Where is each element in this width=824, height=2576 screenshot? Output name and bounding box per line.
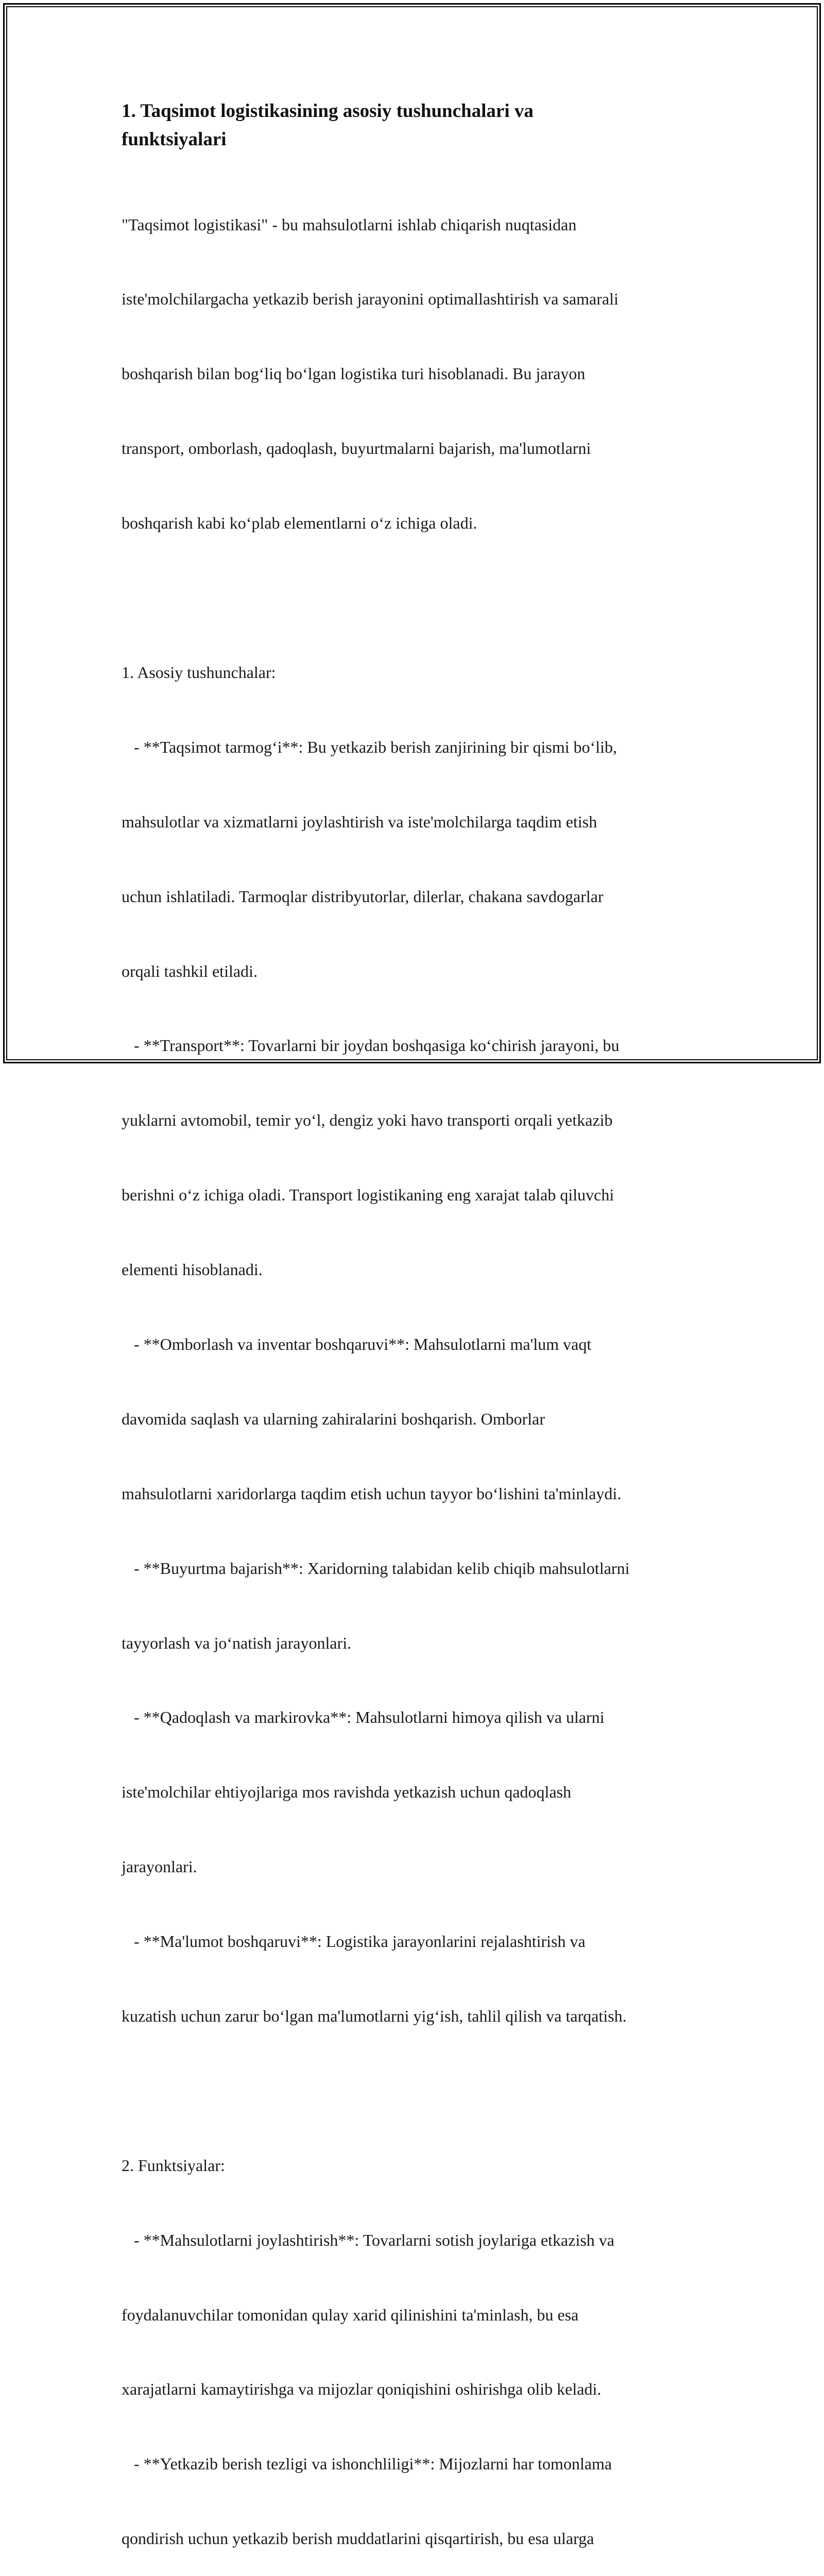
concepts-section [122,610,709,2078]
text-line: xarajatlarni kamaytirishga va mijozlar qoniqishini oshirishga olib keladi. [122,2380,602,2399]
text-line: - **Taqsimot tarmog‘i**: Bu yetkazib berish zanjirining bir qismi bo‘lib, [122,737,617,756]
text-line: mahsulotlarni xaridorlarga taqdim etish uchun tayyor bo‘lishini ta'minlaydi. [122,1484,622,1503]
text-line: yuklarni avtomobil, temir yo‘l, dengiz yoki havo transporti orqali yetkazib [122,1111,613,1130]
text-line: - **Mahsulotlarni joylashtirish**: Tovarlarni sotish joylariga etkazish va [122,2230,614,2249]
text-line: - **Buyurtma bajarish**: Xaridorning talabidan kelib chiqib mahsulotlarni [122,1558,630,1578]
text-line: - **Transport**: Tovarlarni bir joydan boshqasiga ko‘chirish jarayoni, bu [122,1036,620,1055]
text-line: - **Omborlash va inventar boshqaruvi**: Mahsulotlarni ma'lum vaqt [122,1334,592,1353]
text-line: - **Ma'lumot boshqaruvi**: Logistika jarayonlarini rejalashtirish va [122,1932,586,1951]
text-line: mahsulotlar va xizmatlarni joylashtirish va iste'molchilarga taqdim etish [122,812,597,831]
text-line: iste'molchilargacha yetkazib berish jarayonini optimallashtirish va samarali [122,290,619,309]
text-line: transport, omborlash, qadoqlash, buyurtmalarni bajarish, ma'lumotlarni [122,439,591,458]
text-line: uchun ishlatiladi. Tarmoqlar distribyutorlar, dilerlar, chakana savdogarlar [122,887,604,906]
paragraph-gap [122,585,709,610]
text-line: - **Qadoqlash va markirovka**: Mahsulotlarni himoya qilish va ularni [122,1708,605,1727]
functions-section [122,2103,709,2576]
text-line: 1. Asosiy tushunchalar: [122,663,276,682]
text-line: iste'molchilar ehtiyojlariga mos ravishda yetkazish uchun qadoqlash [122,1783,572,1802]
text-line: boshqarish bilan bog‘liq bo‘lgan logistika turi hisoblanadi. Bu jarayon [122,364,586,383]
text-line: davomida saqlash va ularning zahiralarini boshqarish. Omborlar [122,1409,545,1428]
intro-paragraph [122,162,709,585]
section-heading [122,97,709,154]
document-body [122,97,709,2576]
text-line: "Taqsimot logistikasi" - bu mahsulotlarni ishlab chiqarish nuqtasidan [122,215,577,234]
text-line: qondirish uchun yetkazib berish muddatlarini qisqartirish, bu esa ularga [122,2529,594,2548]
paragraph-gap [122,2078,709,2103]
text-line: 2. Funktsiyalar: [122,2156,225,2175]
heading-line: funktsiyalari [122,129,227,150]
text-line: boshqarish kabi ko‘plab elementlarni o‘z ichiga oladi. [122,514,477,533]
heading-line: 1. Taqsimot logistikasining asosiy tushunchalari va [122,100,534,122]
text-line: orqali tashkil etiladi. [122,961,258,980]
text-line: berishni o‘z ichiga oladi. Transport logistikaning eng xarajat talab qiluvchi [122,1185,614,1205]
text-line: jarayonlari. [122,1857,197,1876]
text-line: tayyorlash va jo‘natish jarayonlari. [122,1633,352,1652]
text-line: kuzatish uchun zarur bo‘lgan ma'lumotlarni yig‘ish, tahlil qilish va tarqatish. [122,2006,627,2025]
text-line: elementi hisoblanadi. [122,1260,263,1279]
text-line: foydalanuvchilar tomonidan qulay xarid qilinishini ta'minlash, bu esa [122,2305,579,2324]
text-line: - **Yetkazib berish tezligi va ishonchliligi**: Mijozlarni har tomonlama [122,2454,612,2473]
